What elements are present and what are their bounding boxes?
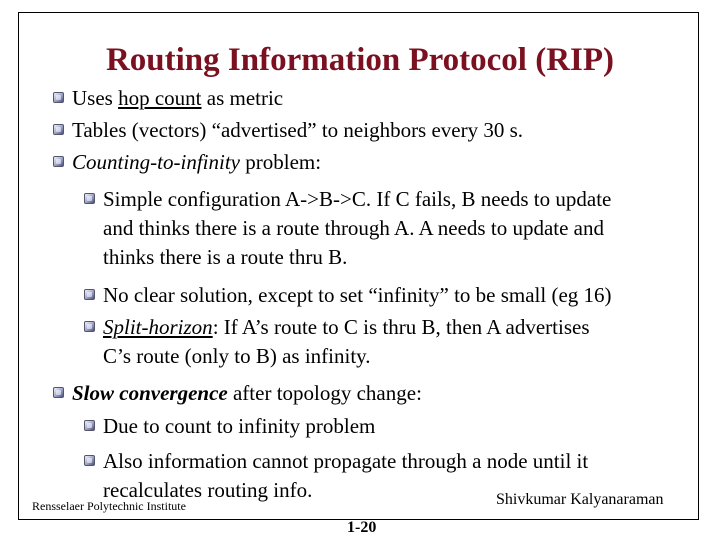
square-bullet-icon [84, 321, 95, 332]
bullet-text: : If A’s route to C is thru B, then A advertises [212, 315, 590, 339]
hop-count-term: hop count [118, 86, 202, 110]
page-number: 1-20 [347, 519, 377, 536]
split-horizon-term: Split-horizon [103, 315, 213, 339]
footer-institution: Rensselaer Polytechnic Institute [32, 499, 186, 513]
bullet-text: problem: [240, 150, 322, 174]
sub-bullet-count-to-infinity: Due to count to infinity problem [103, 414, 376, 438]
counting-to-infinity-term: Counting-to-infinity [72, 150, 240, 174]
sub-bullet-split-horizon [103, 314, 590, 340]
square-bullet-icon [53, 92, 64, 103]
square-bullet-icon [84, 193, 95, 204]
sub-bullet-propagate-line2: recalculates routing info. [103, 478, 313, 502]
slide-title: Routing Information Protocol (RIP) [105, 42, 615, 78]
bullet-hop-count [72, 85, 283, 111]
bullet-text: Uses [72, 86, 119, 110]
square-bullet-icon [53, 156, 64, 167]
sub-bullet-propagate: Also information cannot propagate through a node until it [103, 449, 589, 473]
bullet-counting-to-infinity [72, 149, 321, 175]
slow-convergence-term: Slow convergence [72, 381, 228, 405]
bullet-text: as metric [201, 86, 284, 110]
square-bullet-icon [53, 387, 64, 398]
sub-bullet-simple-config-line3: thinks there is a route thru B. [103, 245, 348, 269]
bullet-tables: Tables (vectors) “advertised” to neighbors every 30 s. [72, 118, 524, 142]
sub-bullet-no-clear-solution: No clear solution, except to set “infinity” to be small (eg 16) [103, 283, 612, 307]
square-bullet-icon [84, 289, 95, 300]
sub-bullet-simple-config: Simple configuration A->B->C. If C fails, B needs to update [103, 187, 612, 211]
sub-bullet-simple-config-line2: and thinks there is a route through A. A needs to update and [103, 216, 604, 240]
square-bullet-icon [84, 455, 95, 466]
square-bullet-icon [84, 420, 95, 431]
footer-author: Shivkumar Kalyanaraman [496, 491, 664, 508]
bullet-text: after topology change: [227, 381, 422, 405]
square-bullet-icon [53, 124, 64, 135]
sub-bullet-split-horizon-line2: C’s route (only to B) as infinity. [103, 344, 371, 368]
bullet-slow-convergence [72, 380, 422, 406]
